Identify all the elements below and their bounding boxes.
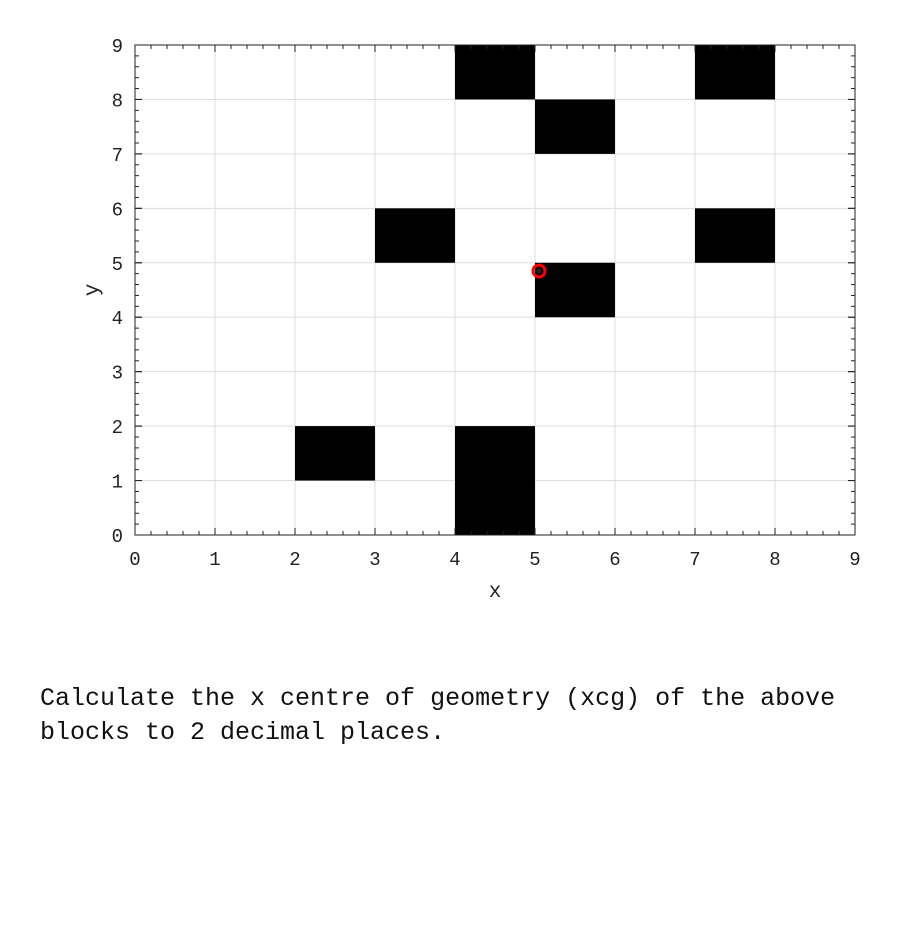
y-axis-label: y: [82, 283, 105, 297]
x-tick-label: 9: [849, 549, 861, 571]
block: [535, 263, 615, 317]
x-tick-label: 0: [129, 549, 141, 571]
centroid-marker-dot: [537, 268, 542, 273]
x-tick-label: 2: [289, 549, 301, 571]
block: [295, 426, 375, 480]
block: [535, 99, 615, 153]
x-axis-label: x: [488, 581, 502, 604]
question-text: Calculate the x centre of geometry (xcg) of the above blocks to 2 decimal places.: [40, 684, 836, 747]
y-tick-label: 1: [111, 471, 123, 494]
x-tick-label: 4: [449, 549, 461, 571]
y-tick-label: 0: [111, 526, 123, 548]
block: [375, 208, 455, 262]
block: [455, 426, 535, 535]
y-tick-label: 9: [111, 36, 123, 58]
y-tick-label: 2: [111, 417, 123, 440]
block: [695, 208, 775, 262]
x-tick-label: 5: [529, 549, 541, 571]
y-tick-label: 5: [111, 253, 123, 276]
block: [695, 45, 775, 99]
y-tick-label: 3: [111, 362, 123, 385]
x-tick-label: 6: [609, 549, 621, 571]
y-tick-label: 4: [111, 308, 123, 331]
y-tick-label: 6: [111, 199, 123, 222]
y-tick-label: 7: [111, 144, 123, 167]
x-tick-label: 3: [369, 549, 381, 571]
x-tick-label: 7: [689, 549, 701, 571]
x-tick-label: 8: [769, 549, 781, 571]
x-tick-label: 1: [209, 549, 221, 571]
block: [455, 45, 535, 99]
y-tick-label: 8: [111, 90, 123, 113]
